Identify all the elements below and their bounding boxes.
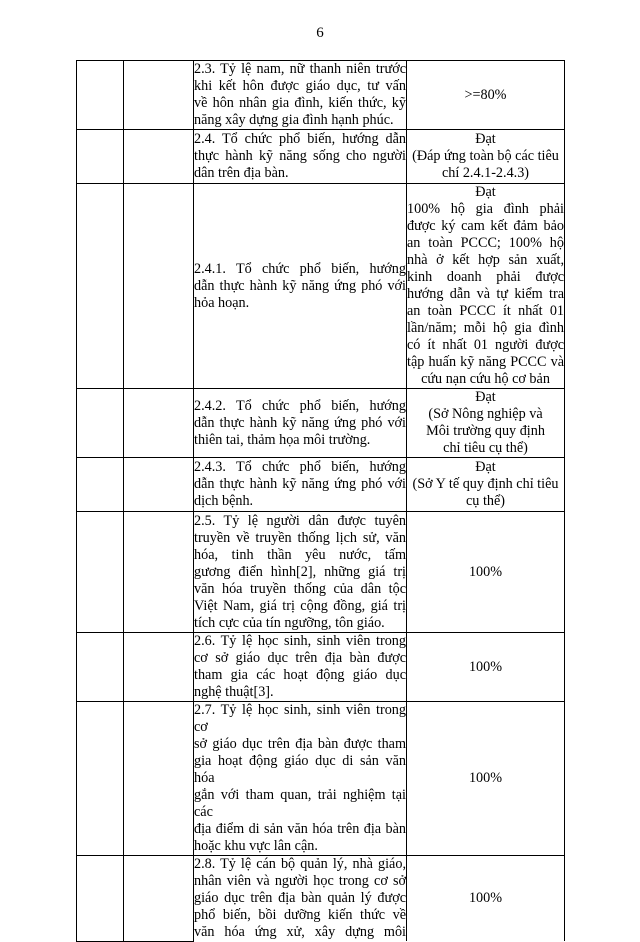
value-line: >=80% xyxy=(464,86,507,103)
value-line: Đạt xyxy=(475,184,496,200)
value-cell xyxy=(407,633,565,702)
criterion-cell xyxy=(194,702,407,856)
table-row xyxy=(77,633,565,702)
value-cell xyxy=(407,389,565,458)
criterion-line: về hôn nhân gia đình, kiến thức, kỹ xyxy=(194,95,406,111)
blank-cell-b xyxy=(124,130,194,184)
criterion-line: 2.7. Tỷ lệ học sinh, sinh viên trong cơ xyxy=(194,702,406,735)
value-line: được ký cam kết đảm bảo xyxy=(407,218,564,234)
criterion-line: 2.3. Tỷ lệ nam, nữ thanh niên trước xyxy=(194,61,406,77)
criterion-line: 2.8. Tỷ lệ cán bộ quản lý, nhà giáo, xyxy=(194,856,406,872)
value-cell xyxy=(407,130,565,184)
value-line: (Sở Y tế quy định chỉ tiêu xyxy=(412,476,559,492)
page-number: 6 xyxy=(316,25,324,41)
value-line: chỉ tiêu cụ thể) xyxy=(443,440,528,456)
value-line: (Sở Nông nghiệp và xyxy=(428,406,543,422)
criterion-line: gia hoạt động giáo dục di sản văn hóa xyxy=(194,753,406,786)
criterion-line: 2.4. Tổ chức phổ biến, hướng dẫn xyxy=(194,131,406,147)
blank-cell-b xyxy=(124,458,194,512)
criterion-line: dẫn thực hành kỹ năng ứng phó với xyxy=(194,476,406,492)
table-row xyxy=(77,184,565,389)
value-line: Đạt xyxy=(475,389,496,405)
criterion-line: dẫn thực hành kỹ năng ứng phó với xyxy=(194,414,406,431)
blank-cell-a xyxy=(77,61,124,130)
table-row xyxy=(77,702,565,856)
table-row xyxy=(77,458,565,512)
blank-cell-b xyxy=(124,856,194,942)
value-line: Môi trường quy định xyxy=(426,423,545,439)
criterion-line: tích cực của tín ngưỡng, tôn giáo. xyxy=(194,614,385,631)
value-cell xyxy=(407,184,565,389)
value-line: chí 2.4.1-2.4.3) xyxy=(441,165,530,181)
value-line: Đạt xyxy=(475,459,496,475)
blank-cell-a xyxy=(77,458,124,512)
criteria-table xyxy=(76,60,565,942)
table-row xyxy=(77,389,565,458)
criterion-line: 2.4.3. Tổ chức phổ biến, hướng xyxy=(194,459,406,475)
table-row xyxy=(77,61,565,130)
value-line: 100% xyxy=(468,563,503,580)
blank-cell-b xyxy=(124,633,194,702)
value-cell xyxy=(407,512,565,633)
criterion-cell xyxy=(194,458,407,512)
criterion-line: năng xây dựng gia đình hạnh phúc. xyxy=(194,112,394,128)
blank-cell-b xyxy=(124,512,194,633)
criterion-line: dẫn thực hành kỹ năng ứng phó với xyxy=(194,277,406,294)
criterion-line: 2.4.1. Tổ chức phổ biến, hướng xyxy=(194,260,406,277)
value-line: 100% xyxy=(468,770,503,786)
criterion-line: Việt Nam, giá trị cộng đồng, giá trị xyxy=(194,597,406,614)
value-line: (Đáp ứng toàn bộ các tiêu xyxy=(412,148,559,164)
criterion-cell xyxy=(194,512,407,633)
blank-cell-a xyxy=(77,633,124,702)
criterion-cell xyxy=(194,633,407,702)
criterion-line: sở giáo dục trên địa bàn được tham xyxy=(194,736,406,752)
value-line: kinh doanh phải được xyxy=(407,269,564,285)
table-row xyxy=(77,512,565,633)
blank-cell-a xyxy=(77,512,124,633)
criterion-line: hỏa hoạn. xyxy=(194,294,250,311)
value-line: nhà ở kết hợp sản xuất, xyxy=(407,252,564,268)
criterion-line: 2.4.2. Tổ chức phổ biến, hướng xyxy=(194,397,406,414)
criterion-cell xyxy=(194,61,407,130)
criterion-line: gắn với tham quan, trải nghiệm tại các xyxy=(194,787,406,820)
criterion-line: cơ sở giáo dục trên địa bàn được xyxy=(194,650,406,666)
blank-cell-a xyxy=(77,856,124,942)
criterion-cell xyxy=(194,184,407,389)
criterion-line: nghệ thuật[3]. xyxy=(194,684,274,700)
criterion-line: giáo dục trên địa bàn quản lý được xyxy=(194,890,406,906)
table-row xyxy=(77,130,565,184)
criterion-line: thực hành kỹ năng sống cho người xyxy=(194,148,406,164)
blank-cell-b xyxy=(124,389,194,458)
value-line: an toàn PCCC; 100% hộ xyxy=(407,235,564,251)
criterion-line: gương điển hình[2], những giá trị xyxy=(194,563,406,580)
blank-cell-a xyxy=(77,184,124,389)
value-line: 100% xyxy=(468,658,503,675)
criterion-line: địa điểm di sản văn hóa trên địa bàn xyxy=(194,821,406,837)
criterion-line: dân trên địa bàn. xyxy=(194,165,289,181)
criterion-line: văn hóa ứng xử, xây dựng môi xyxy=(194,924,406,940)
value-line: hướng dẫn và tự kiểm tra xyxy=(407,286,564,302)
value-cell xyxy=(407,458,565,512)
criterion-line: nhân viên và người học trong cơ sở xyxy=(194,873,406,889)
value-line: lần/năm; mỗi hộ gia đình xyxy=(407,320,564,336)
criterion-line: 2.5. Tỷ lệ người dân được tuyên xyxy=(194,512,406,529)
blank-cell-b xyxy=(124,184,194,389)
value-line: có ít nhất 01 người được xyxy=(407,337,564,353)
value-cell xyxy=(407,702,565,856)
criterion-line: hoặc khu vực lân cận. xyxy=(194,838,318,854)
value-line: 100% hộ gia đình phải xyxy=(407,201,564,217)
criterion-line: khi kết hôn được giáo dục, tư vấn xyxy=(194,78,406,94)
criterion-line: văn hóa truyền thống của dân tộc xyxy=(194,580,406,597)
value-cell xyxy=(407,61,565,130)
criterion-cell xyxy=(194,130,407,184)
blank-cell-a xyxy=(77,702,124,856)
criterion-line: tham gia các hoạt động giáo dục xyxy=(194,667,406,683)
value-line: 100% xyxy=(468,890,503,906)
blank-cell-a xyxy=(77,389,124,458)
value-line: an toàn PCCC ít nhất 01 xyxy=(407,303,564,319)
value-line: cứu nạn cứu hộ cơ bản xyxy=(421,371,550,387)
criterion-line: 2.6. Tỷ lệ học sinh, sinh viên trong xyxy=(194,633,406,649)
blank-cell-b xyxy=(124,61,194,130)
table-row xyxy=(77,856,565,942)
criterion-line: dịch bệnh. xyxy=(194,493,254,509)
value-cell xyxy=(407,856,565,942)
criterion-line: phổ biến, bồi dưỡng kiến thức về xyxy=(194,907,406,923)
value-line: cụ thể) xyxy=(466,493,505,509)
criterion-line: hóa, tinh thần yêu nước, tấm xyxy=(194,546,406,563)
value-line: Đạt xyxy=(475,131,496,147)
criterion-line: thiên tai, thảm họa môi trường. xyxy=(194,431,371,448)
criterion-line: truyền về truyền thống lịch sử, văn xyxy=(194,529,406,546)
criterion-cell xyxy=(194,389,407,458)
criterion-cell xyxy=(194,856,407,942)
blank-cell-b xyxy=(124,702,194,856)
blank-cell-a xyxy=(77,130,124,184)
value-line: tập huấn kỹ năng PCCC và xyxy=(407,354,564,370)
